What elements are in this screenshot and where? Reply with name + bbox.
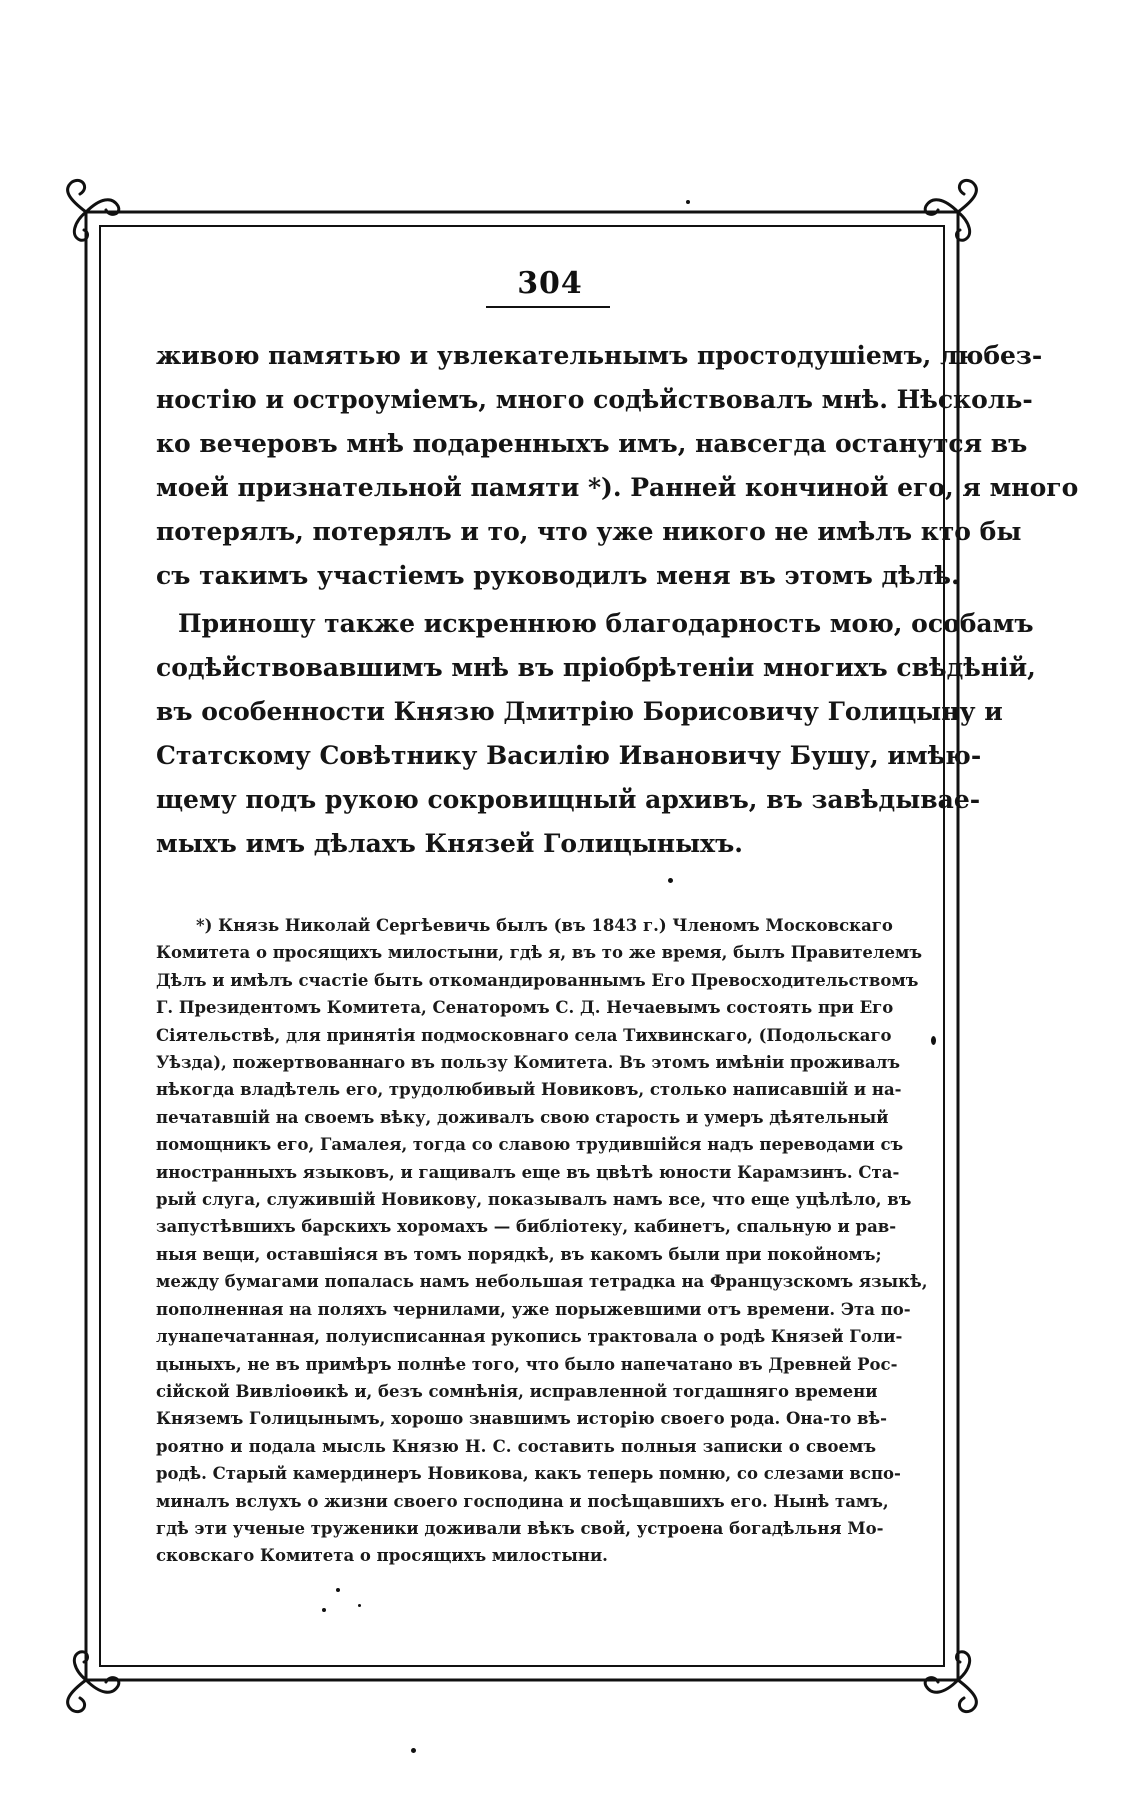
scan-speck — [322, 1608, 326, 1612]
footnote-line: миналъ вслухъ о жизни своего господина и посѣщавшихъ его. Нынѣ тамъ, — [156, 1491, 889, 1511]
footnote-line: Дѣлъ и имѣлъ счастіе быть откомандированнымъ Его Превосходительствомъ — [156, 970, 919, 990]
footnote-line: иностранныхъ языковъ, и гащивалъ еще въ цвѣтѣ юности Карамзинъ. Ста- — [156, 1162, 900, 1182]
main-text-line: щему подъ рукою сокровищный архивъ, въ завѣдывае- — [156, 785, 981, 814]
scan-speck — [931, 1036, 936, 1045]
main-text-line: потерялъ, потерялъ и то, что уже никого не имѣлъ кто бы — [156, 517, 1022, 546]
footnote-line: родѣ. Старый камердинеръ Новикова, какъ теперь помню, со слезами вспо- — [156, 1464, 901, 1484]
main-text-line: мыхъ имъ дѣлахъ Князей Голицыныхъ. — [156, 829, 743, 858]
scan-speck — [686, 200, 690, 204]
page-number: 304 — [517, 266, 583, 301]
main-text-line: въ особенности Князю Дмитрію Борисовичу Голицыну и — [156, 697, 1003, 726]
footnote-line: между бумагами попалась намъ небольшая тетрадка на Французскомъ языкѣ, — [156, 1272, 928, 1292]
paragraph-2 — [156, 602, 1036, 866]
main-text-line: моей признательной памяти *). Ранней кончиной его, я много — [156, 473, 1079, 502]
footnote-line: лунапечатанная, полуисписанная рукопись трактовала о родѣ Князей Голи- — [156, 1327, 903, 1347]
footnote-line: пополненная на поляхъ чернилами, уже порыжевшими отъ времени. Эта по- — [156, 1299, 911, 1319]
footnote-line: помощникъ его, Гамалея, тогда со славою трудившійся надъ переводами съ — [156, 1135, 904, 1155]
footnote-line: печатавшій на своемъ вѣку, доживалъ свою старость и умеръ дѣятельный — [156, 1107, 889, 1127]
scan-speck — [358, 1604, 361, 1607]
footnote-line: цыныхъ, не въ примѣръ полнѣе того, что было напечатано въ Древней Рос- — [156, 1354, 898, 1374]
footnote-line: Сіятельствѣ, для принятія подмосковнаго села Тихвинскаго, (Подольскаго — [156, 1025, 892, 1045]
footnote-line: роятно и подала мысль Князю Н. С. составить полныя записки о своемъ — [156, 1436, 876, 1456]
scan-speck — [336, 1588, 340, 1592]
main-text-line: Статскому Совѣтнику Василію Ивановичу Бушу, имѣю- — [156, 741, 982, 770]
footnote-line: Уѣзда), пожертвованнаго въ пользу Комитета. Въ этомъ имѣніи проживалъ — [156, 1053, 900, 1073]
scan-speck — [668, 878, 673, 883]
footnote — [156, 912, 928, 1570]
footnote-line: Княземъ Голицынымъ, хорошо знавшимъ исторію своего рода. Она-то вѣ- — [156, 1409, 887, 1429]
main-text-body — [156, 334, 1079, 866]
footnote-line: гдѣ эти ученые труженики доживали вѣкъ свой, устроена богадѣльня Мо- — [156, 1518, 884, 1538]
scan-speck — [411, 1748, 416, 1753]
page-number-underline — [486, 306, 610, 308]
footnote-line: нѣкогда владѣтель его, трудолюбивый Новиковъ, столько написавшій и на- — [156, 1080, 902, 1100]
main-text-line: ко вечеровъ мнѣ подаренныхъ имъ, навсегда останутся въ — [156, 429, 1028, 458]
footnote-line: *) Князь Николай Сергѣевичь былъ (въ 1843 г.) Членомъ Московскаго — [196, 916, 893, 935]
footnote-line: рый слуга, служившій Новикову, показывалъ намъ все, что еще уцѣлѣло, въ — [156, 1190, 912, 1210]
main-text-line: содѣйствовавшимъ мнѣ въ пріобрѣтеніи многихъ свѣдѣній, — [156, 653, 1036, 682]
footnote-line: Комитета о просящихъ милостыни, гдѣ я, въ то же время, былъ Правителемъ — [156, 943, 923, 963]
footnote-line: запустѣвшихъ барскихъ хоромахъ — библіотеку, кабинетъ, спальную и рав- — [156, 1217, 897, 1237]
main-text-line: Приношу также искреннюю благодарность мою, особамъ — [178, 609, 1034, 638]
footnote-line: сійской Вивліоѳикѣ и, безъ сомнѣнія, исправленной тогдашняго времени — [156, 1381, 878, 1401]
footnote-line: сковскаго Комитета о просящихъ милостыни. — [156, 1546, 608, 1566]
footnote-line: Г. Президентомъ Комитета, Сенаторомъ С. Д. Нечаевымъ состоять при Его — [156, 998, 894, 1018]
main-text-line: ностію и остроуміемъ, много содѣйствовалъ мнѣ. Нѣсколь- — [156, 385, 1033, 414]
main-text-line: съ такимъ участіемъ руководилъ меня въ этомъ дѣлѣ. — [156, 561, 960, 590]
paragraph-1 — [156, 334, 1079, 598]
main-text-line: живою памятью и увлекательнымъ простодушіемъ, любез- — [156, 341, 1043, 370]
footnote-line: ныя вещи, оставшіяся въ томъ порядкѣ, въ какомъ были при покойномъ; — [156, 1244, 882, 1264]
